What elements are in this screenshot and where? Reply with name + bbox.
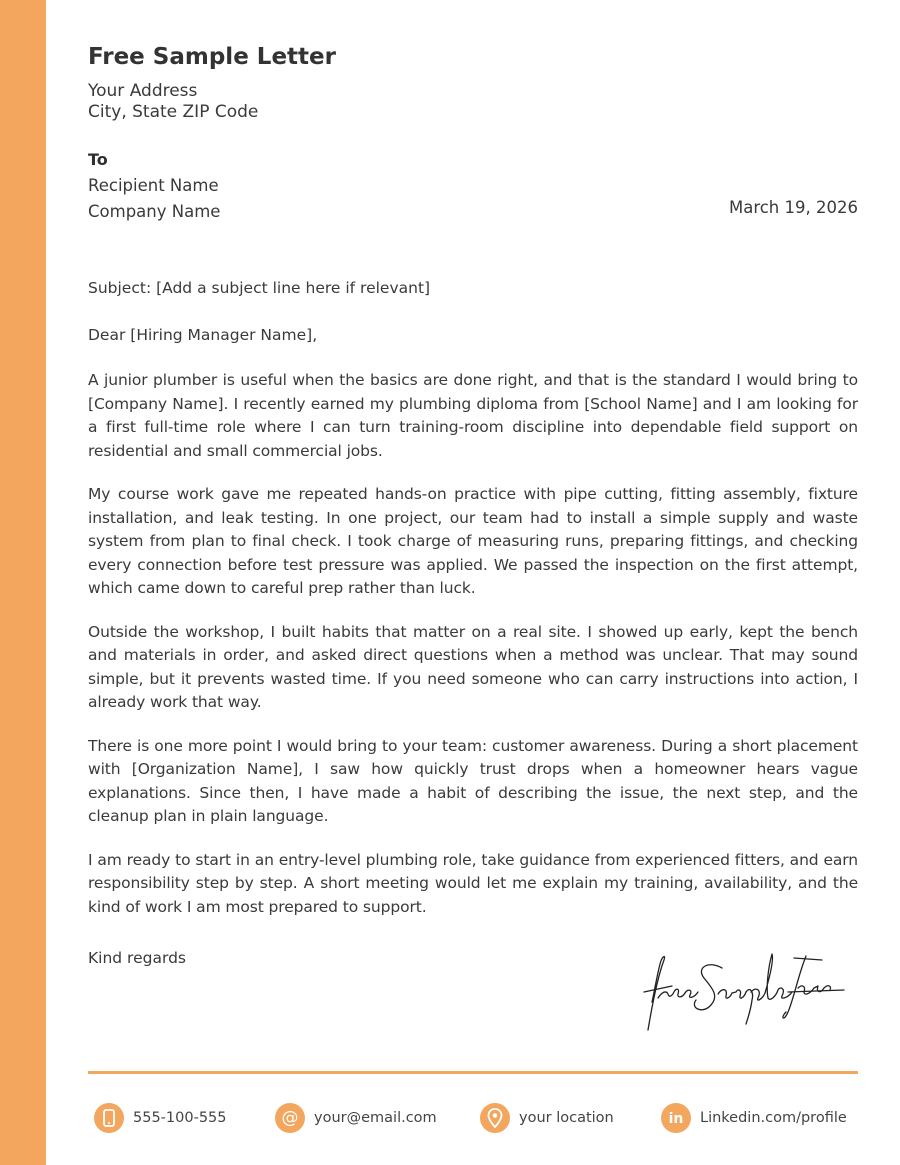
phone-text: 555-100-555 [133,1110,227,1126]
sender-city-line: City, State ZIP Code [88,102,259,122]
salutation: Dear [Hiring Manager Name], [88,326,318,344]
subject-line: Subject: [Add a subject line here if relevant] [88,279,431,297]
footer-divider [88,1071,858,1074]
svg-text:in: in [668,1111,684,1127]
closing: Kind regards [88,949,186,967]
contact-location [480,1103,614,1133]
linkedin-icon [661,1103,691,1133]
phone-icon [94,1103,124,1133]
signature-image [638,946,848,1036]
body-paragraph: A junior plumber is useful when the basics are done right, and that is the standard I would bring to [Company Name]. I recently earned my plumbing diploma from [School Name] and I am looking for a first full-time role where I can turn training-room discipline into dependable field support on residential and small commercial jobs. [88,371,858,460]
email-icon [275,1103,305,1133]
body-paragraph: Outside the workshop, I built habits that matter on a real site. I showed up early, kept the bench and materials in order, and asked direct questions when a method was unclear. That may sound simple, but it prevents wasted time. If you need someone who can carry instructions into action, I already work that way. [88,622,858,711]
sender-address: Your Address [88,81,198,101]
body-paragraph: There is one more point I would bring to your team: customer awareness. During a short placement with [Organization Name], I saw how quickly trust drops when a homeowner hears vague explanations. Since then, I have made a habit of describing the issue, the next step, and the cleanup plan in plain language. [88,736,858,825]
letter-body [88,369,858,939]
email-text[interactable]: your@email.com [314,1110,437,1126]
location-icon [480,1103,510,1133]
to-label: To [88,150,108,169]
svg-text:@: @ [281,1108,299,1128]
body-paragraph: I am ready to start in an entry-level plumbing role, take guidance from experienced fitters, and earn responsibility step by step. A short meeting would let me explain my training, availability, and the kind of work I am most prepared to support. [88,850,858,916]
linkedin-text[interactable]: Linkedin.com/profile [700,1110,847,1126]
contact-email[interactable] [275,1103,437,1133]
accent-sidebar [0,0,46,1165]
body-paragraph: My course work gave me repeated hands-on practice with pipe cutting, fitting assembly, fixture installation, and leak testing. In one project, our team had to install a simple supply and waste system from plan to final check. I took charge of measuring runs, preparing fittings, and checking every connection before test pressure was applied. We passed the inspection on the first attempt, which came down to careful prep rather than luck. [88,485,858,597]
recipient-company: Company Name [88,202,221,221]
contact-linkedin[interactable] [661,1103,847,1133]
sender-name: Free Sample Letter [88,44,336,70]
letter-date: March 19, 2026 [728,198,858,217]
location-text: your location [519,1110,614,1126]
contact-phone [94,1103,227,1133]
recipient-name: Recipient Name [88,176,219,195]
